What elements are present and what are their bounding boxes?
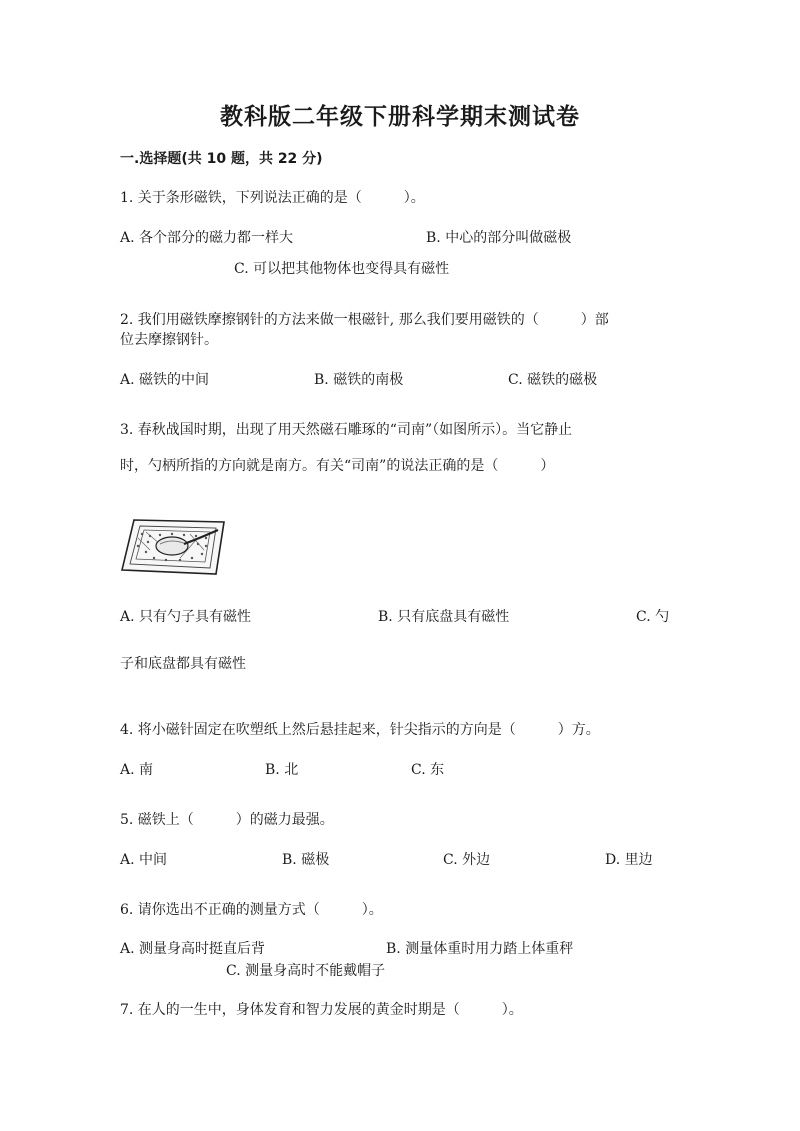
- page-title: 教科版二年级下册科学期末测试卷: [220, 104, 580, 130]
- question-3-stem-line1: 3. 春秋战国时期，出现了用天然磁石雕琢的“司南”（如图所示）。当它静止: [120, 422, 573, 438]
- question-4-option-c: C. 东: [411, 762, 445, 778]
- question-6-stem: 6. 请你选出不正确的测量方式（ ）。: [120, 902, 383, 918]
- question-6-option-a: A. 测量身高时挺直后背: [120, 941, 266, 957]
- question-3-stem-line2: 时，勺柄所指的方向就是南方。有关“司南”的说法正确的是（ ）: [120, 458, 555, 474]
- question-6-option-c: C. 测量身高时不能戴帽子: [226, 963, 386, 979]
- question-5-option-a: A. 中间: [120, 852, 168, 868]
- question-7-stem: 7. 在人的一生中，身体发育和智力发展的黄金时期是（ ）。: [120, 1002, 523, 1018]
- question-5-option-b: B. 磁极: [282, 852, 330, 868]
- question-5-stem: 5. 磁铁上（ ）的磁力最强。: [120, 812, 334, 828]
- question-4-option-b: B. 北: [265, 762, 299, 778]
- question-5-option-c: C. 外边: [443, 852, 491, 868]
- question-1-option-a: A. 各个部分的磁力都一样大: [120, 230, 294, 246]
- sinan-compass-illustration: [120, 514, 226, 578]
- question-3-option-b: B. 只有底盘具有磁性: [378, 609, 510, 625]
- question-3-option-a: A. 只有勺子具有磁性: [120, 609, 252, 625]
- question-1-option-c: C. 可以把其他物体也变得具有磁性: [234, 261, 450, 277]
- question-2-option-b: B. 磁铁的南极: [314, 372, 404, 388]
- question-4-option-a: A. 南: [120, 762, 154, 778]
- question-3-option-c-continued: 子和底盘都具有磁性: [120, 656, 246, 672]
- question-3-option-c: C. 勺: [636, 609, 670, 625]
- question-4-stem: 4. 将小磁针固定在吹塑纸上然后悬挂起来，针尖指示的方向是（ ）方。: [120, 722, 600, 738]
- question-1-option-b: B. 中心的部分叫做磁极: [426, 230, 572, 246]
- question-2-option-c: C. 磁铁的磁极: [508, 372, 598, 388]
- question-1-stem: 1. 关于条形磁铁，下列说法正确的是（ ）。: [120, 190, 425, 206]
- question-5-option-d: D. 里边: [605, 852, 653, 868]
- question-2-stem-line2: 位去摩擦钢针。: [120, 332, 218, 348]
- question-2-option-a: A. 磁铁的中间: [120, 372, 210, 388]
- section-heading: 一.选择题(共 10 题，共 22 分): [120, 151, 323, 167]
- question-6-option-b: B. 测量体重时用力踏上体重秤: [386, 941, 574, 957]
- question-2-stem-line1: 2. 我们用磁铁摩擦钢针的方法来做一根磁针, 那么我们要用磁铁的（ ）部: [120, 312, 609, 328]
